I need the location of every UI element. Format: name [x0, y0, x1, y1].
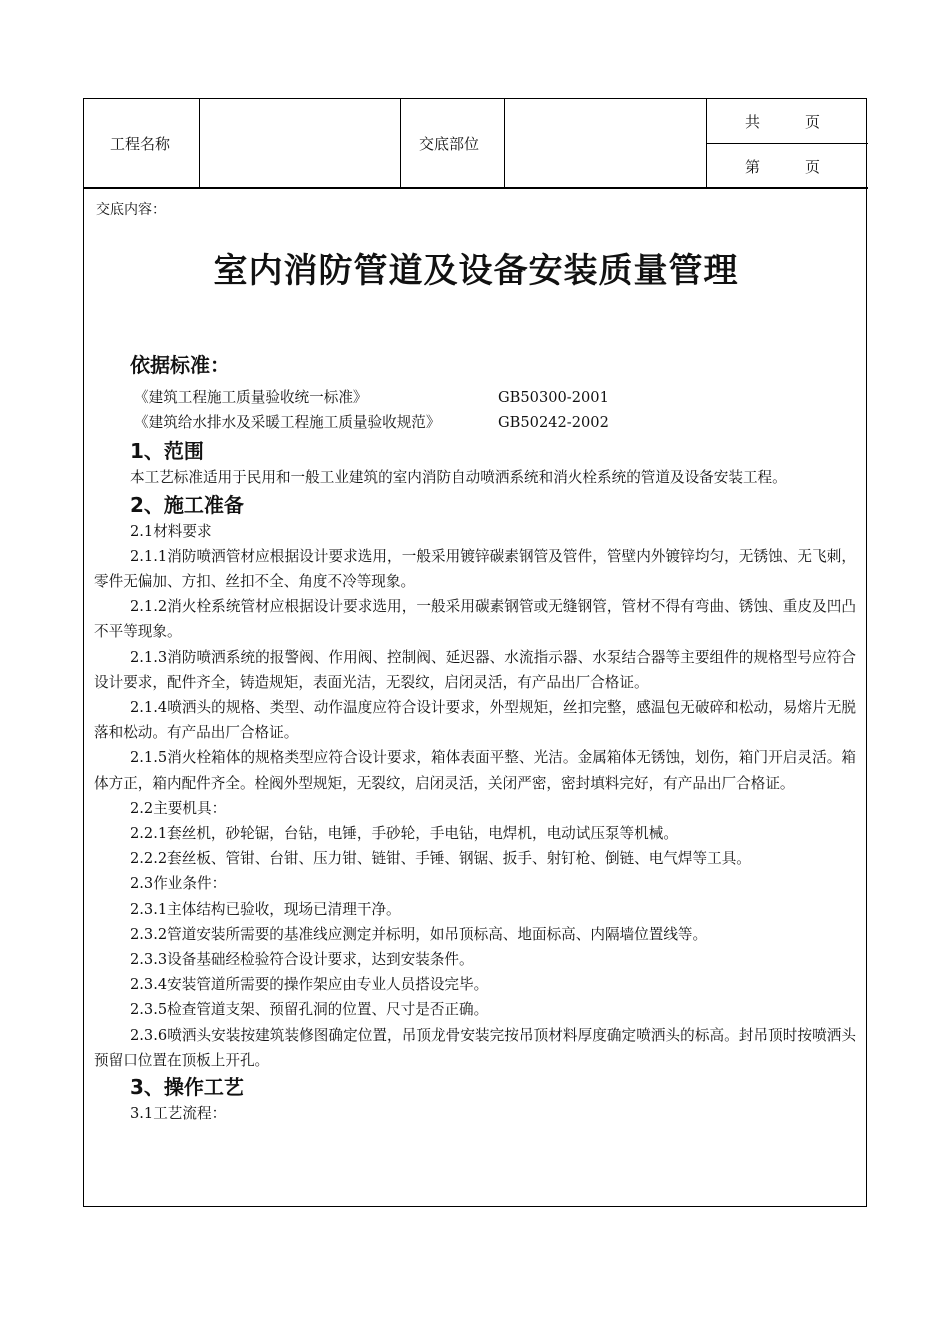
project-name-label: 工程名称 — [110, 135, 171, 153]
clause-2-1-1: 2.1.1消防喷洒管材应根据设计要求选用，一般采用镀锌碳素钢管及管件，管壁内外镀锌均匀，无锈蚀、无飞刺，零件无偏加、方扣、丝扣不全、角度不冷等现象。 — [94, 547, 856, 591]
header-col-divider-1 — [199, 99, 200, 187]
content-label: 交底内容： — [96, 202, 166, 218]
clause-2-3-2: 2.3.2管道安装所需要的基准线应测定并标明，如吊顶标高、地面标高、内隔墙位置线等。 — [130, 925, 708, 943]
clause-2-2-1: 2.2.1套丝机，砂轮锯，台钻，电锤，手砂轮，手电钻，电焊机，电动试压泵等机械。 — [130, 825, 678, 843]
clause-2-3-3: 2.3.3设备基础经检验符合设计要求，达到安装条件。 — [130, 951, 474, 969]
section-1-text: 本工艺标准适用于民用和一般工业建筑的室内消防自动喷洒系统和消火栓系统的管道及设备安装工程。 — [130, 469, 787, 487]
standards-heading: 依据标准： — [130, 353, 230, 377]
clause-2-2: 2.2主要机具： — [130, 799, 227, 817]
header-col-divider-3 — [504, 99, 505, 187]
page-cell-divider — [706, 143, 868, 144]
clause-2-3-1: 2.3.1主体结构已验收，现场已清理干净。 — [130, 900, 401, 918]
clause-2-3: 2.3作业条件： — [130, 875, 227, 893]
clause-2-1-3: 2.1.3消防喷洒系统的报警阀、作用阀、控制阀、延迟器、水流指示器、水泵结合器等主要组件的规格型号应符合设计要求，配件齐全，铸造规矩，表面光洁，无裂纹，启闭灵活，有产品出厂合格证。 — [94, 648, 856, 691]
content-flow — [94, 351, 856, 1126]
document-title: 室内消防管道及设备安装质量管理 — [213, 251, 739, 291]
clause-2-1: 2.1材料要求 — [130, 522, 212, 540]
clause-2-3-5: 2.3.5检查管道支架、预留孔洞的位置、尺寸是否正确。 — [130, 1001, 489, 1019]
clause-2-3-6: 2.3.6喷洒头安装按建筑装修图确定位置，吊顶龙骨安装完按吊顶材料厚度确定喷洒头的标高。封吊顶时按喷洒头预留口位置在顶板上开孔。 — [94, 1026, 856, 1069]
standard-item — [94, 385, 856, 410]
clause-2-3-4: 2.3.4安装管道所需要的操作架应由专业人员搭设完毕。 — [130, 976, 489, 994]
location-label: 交底部位 — [419, 135, 480, 153]
standard-item — [94, 410, 856, 435]
header-col-divider-2 — [400, 99, 401, 187]
clause-2-1-5: 2.1.5消火栓箱体的规格类型应符合设计要求，箱体表面平整、光洁。金属箱体无锈蚀，划伤，箱门开启灵活。箱体方正，箱内配件齐全。栓阀外型规矩，无裂纹，启闭灵活，关闭严密，密封填料完好，有产品出厂合格证。 — [94, 749, 856, 792]
standard-name: 《建筑给水排水及采暖工程施工质量验收规范》 — [134, 414, 441, 432]
clause-2-1-4: 2.1.4喷洒头的规格、类型、动作温度应符合设计要求，外型规矩，丝扣完整，感温包无破碎和松动，易熔片无脱落和松动。有产品出厂合格证。 — [94, 699, 856, 742]
disclosure-form — [83, 98, 867, 1207]
header-col-divider-4 — [706, 99, 707, 187]
section-2-heading: 2、施工准备 — [130, 492, 244, 517]
clause-2-2-2: 2.2.2套丝板、管钳、台钳、压力钳、链钳、手锤、钢锯、扳手、射钉枪、倒链、电气焊等工具。 — [130, 850, 751, 868]
standard-code: GB50242-2002 — [498, 414, 609, 432]
header-bottom-line — [84, 187, 868, 189]
total-pages: 共 页 — [745, 113, 821, 131]
page-number: 第 页 — [745, 158, 821, 176]
section-1-heading: 1、范围 — [130, 439, 204, 464]
standard-code: GB50300-2001 — [498, 389, 609, 406]
clause-3-1: 3.1工艺流程： — [130, 1105, 227, 1123]
standard-name: 《建筑工程施工质量验收统一标准》 — [134, 389, 368, 406]
clause-2-1-2: 2.1.2消火栓系统管材应根据设计要求选用，一般采用碳素钢管或无缝钢管，管材不得有弯曲、锈蚀、重皮及凹凸不平等现象。 — [94, 598, 856, 641]
section-3-heading: 3、操作工艺 — [130, 1075, 244, 1100]
